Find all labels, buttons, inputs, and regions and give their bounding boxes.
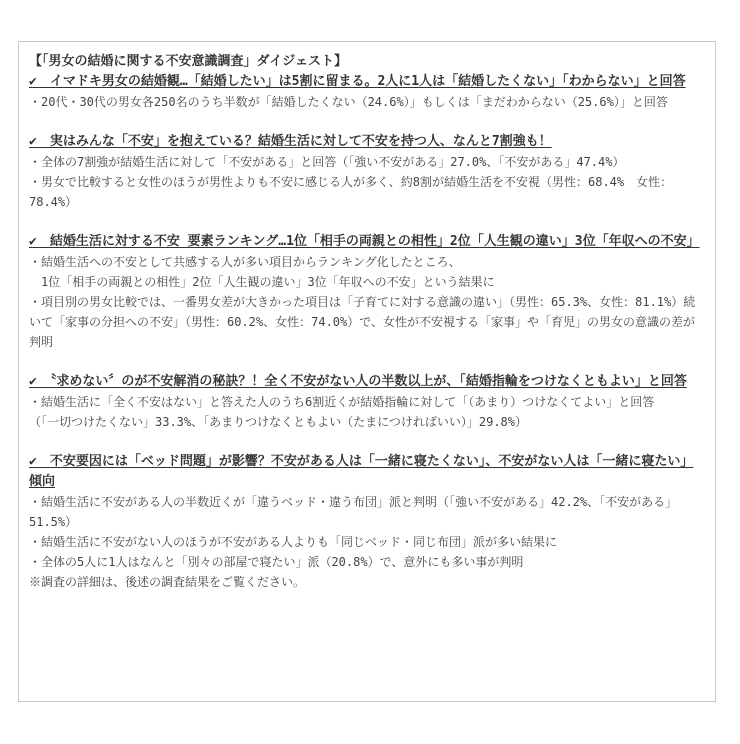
digest-title: 【「男女の結婚に関する不安意識調査」ダイジェスト】 (29, 54, 347, 69)
section-heading: ✔ 実はみんな「不安」を抱えている？結婚生活に対して不安を持つ人、なんと7割強も！ (29, 134, 552, 149)
bullet-item: ・男女で比較すると女性のほうが男性よりも不安に感じる人が多く、約8割が結婚生活を不安視（男性：68.4% 女性：78.4%） (29, 175, 673, 209)
footnote: ※調査の詳細は、後述の調査結果をご覧ください。 (29, 575, 306, 589)
bullet-item: ・全体の5人に1人はなんと「別々の部屋で寝たい」派（20.8%）で、意外にも多い事が判明 (29, 555, 524, 569)
section-heading: ✔ 不安要因には「ベッド問題」が影響？不安がある人は「一緒に寝たくない」、不安がない人は「一緒に寝たい」傾向 (29, 454, 694, 489)
bullet-item: ・20代・30代の男女各250名のうち半数が「結婚したくない（24.6%）」もしくは「まだわからない（25.6%）」と回答 (29, 95, 668, 109)
section-heading: ✔ 結婚生活に対する不安 要素ランキング…1位「相手の両親との相性」2位「人生観の違い」3位「年収への不安」 (29, 234, 700, 249)
bullet-item: ・項目別の男女比較では、一番男女差が大きかった項目は「子育てに対する意識の違い」（男性：65.3%、女性：81.1%）続いて「家事の分担への不安」（男性：60.2%、女性：74.0%）で、女性が不安視する「家事」や「育児」の男女の意識の差が判明 (29, 295, 696, 349)
section-marriage-view (29, 72, 706, 112)
bullet-item: ・結婚生活への不安として共感する人が多い項目からランキング化したところ、 (29, 255, 461, 269)
bullet-item: ・結婚生活に不安がある人の半数近くが「違うベッド・違う布団」派と判明（「強い不安がある」42.2%、「不安がある」51.5%） (29, 495, 678, 529)
section-heading: ✔ イマドキ男女の結婚観…「結婚したい」は5割に留まる。2人に1人は「結婚したくない」「わからない」と回答 (29, 74, 686, 89)
section-ranking (29, 232, 706, 352)
bullet-item: （「一切つけたくない」33.3%、「あまりつけなくともよい（たまにつければいい）」29.8%） (29, 415, 528, 429)
digest-box (18, 41, 716, 702)
bullet-item: ・結婚生活に不安がない人のほうが不安がある人よりも「同じベッド・同じ布団」派が多い結果に (29, 535, 558, 549)
bullet-item: ・全体の7割強が結婚生活に対して「不安がある」と回答（「強い不安がある」27.0%、「不安がある」47.4%） (29, 155, 625, 169)
bullet-item: ・結婚生活に「全く不安はない」と答えた人のうち6割近くが結婚指輪に対して「（あまり）つけなくてよい」と回答 (29, 395, 655, 409)
section-anxiety (29, 132, 706, 212)
bullet-item: 1位「相手の両親との相性」2位「人生観の違い」3位「年収への不安」という結果に (29, 275, 495, 289)
section-bed-issue (29, 452, 706, 592)
section-wedding-ring (29, 372, 706, 432)
section-heading: ✔ 〝求めない〞のが不安解消の秘訣？！全く不安がない人の半数以上が、「結婚指輪をつけなくともよい」と回答 (29, 374, 687, 389)
